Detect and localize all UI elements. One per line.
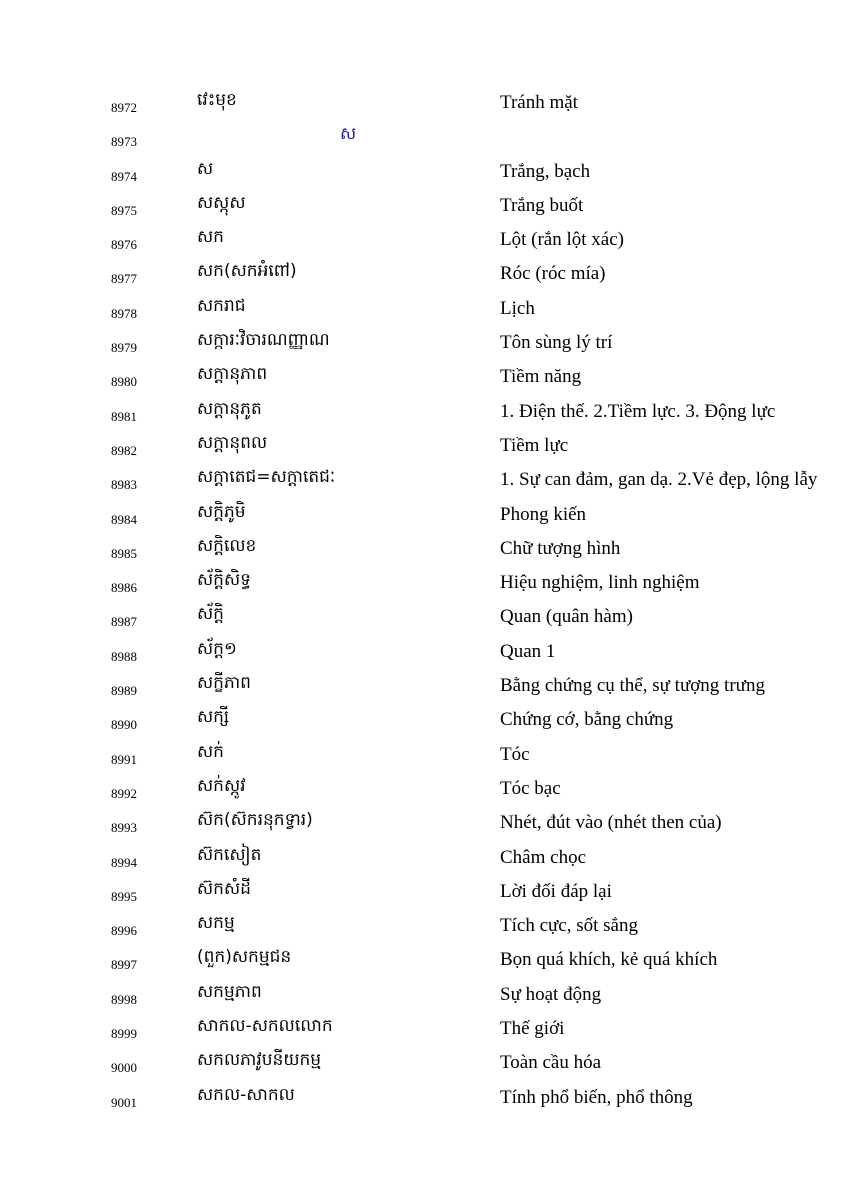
entry-number: 8974 bbox=[111, 168, 137, 184]
entry-row bbox=[0, 88, 848, 122]
entry-number: 8990 bbox=[111, 717, 137, 733]
khmer-term: វេះមុខ bbox=[197, 90, 237, 110]
entry-row bbox=[0, 705, 848, 739]
entry-row bbox=[0, 637, 848, 671]
entry-row bbox=[0, 500, 848, 534]
entry-number: 8972 bbox=[111, 100, 137, 115]
vietnamese-translation: 1. Sự can đảm, gan dạ. 2.Vẻ đẹp, lộng lẫy bbox=[500, 469, 818, 491]
entry-number: 8981 bbox=[111, 408, 137, 424]
entry-number: 8989 bbox=[111, 683, 137, 699]
khmer-term: សកម្ម bbox=[197, 913, 235, 934]
vietnamese-translation: Hiệu nghiệm, linh nghiệm bbox=[500, 572, 700, 594]
khmer-term: សក្តានុភាព bbox=[197, 364, 268, 385]
vietnamese-translation: Bọn quá khích, kẻ quá khích bbox=[500, 949, 718, 971]
vietnamese-translation: Tiềm lực bbox=[500, 434, 569, 456]
entry-number: 8976 bbox=[111, 237, 137, 253]
entry-list bbox=[0, 88, 848, 1117]
khmer-term: សក្សី bbox=[197, 707, 230, 728]
entry-number: 9000 bbox=[111, 1060, 137, 1076]
khmer-term: ស័ក្តិសិទ្ធ bbox=[197, 570, 251, 591]
vietnamese-translation: Tính phổ biến, phổ thông bbox=[500, 1086, 693, 1108]
vietnamese-translation: Trắng buốt bbox=[500, 194, 584, 216]
entry-row bbox=[0, 431, 848, 465]
entry-row bbox=[0, 671, 848, 705]
entry-row bbox=[0, 740, 848, 774]
entry-row bbox=[0, 397, 848, 431]
entry-row bbox=[0, 465, 848, 499]
entry-row bbox=[0, 911, 848, 945]
vietnamese-translation: Châm chọc bbox=[500, 846, 587, 868]
entry-row bbox=[0, 122, 848, 156]
entry-row bbox=[0, 1048, 848, 1082]
entry-row bbox=[0, 191, 848, 225]
entry-number: 8975 bbox=[111, 202, 137, 218]
entry-row bbox=[0, 1083, 848, 1117]
entry-row bbox=[0, 774, 848, 808]
entry-row bbox=[0, 808, 848, 842]
vietnamese-translation: Quan (quân hàm) bbox=[500, 606, 633, 628]
entry-row bbox=[0, 877, 848, 911]
entry-row bbox=[0, 945, 848, 979]
khmer-term: សក់ bbox=[197, 741, 224, 762]
vietnamese-translation: Tích cực, sốt sắng bbox=[500, 915, 638, 937]
khmer-term: ស bbox=[197, 158, 214, 179]
entry-number: 8998 bbox=[111, 991, 137, 1007]
entry-number: 8999 bbox=[111, 1026, 137, 1042]
entry-number: 8995 bbox=[111, 888, 137, 904]
entry-row bbox=[0, 843, 848, 877]
entry-number: 8986 bbox=[111, 580, 137, 596]
entry-number: 8991 bbox=[111, 751, 137, 767]
khmer-term: សក្តានុពល bbox=[197, 432, 268, 453]
vietnamese-translation: Tôn sùng lý trí bbox=[500, 332, 613, 354]
khmer-term: សកល-សាកល bbox=[197, 1084, 295, 1105]
vietnamese-translation: Lịch bbox=[500, 297, 535, 319]
entry-row bbox=[0, 568, 848, 602]
vietnamese-translation: Tiềm năng bbox=[500, 366, 582, 388]
vietnamese-translation: Tóc bạc bbox=[500, 777, 561, 799]
khmer-term: សក bbox=[197, 227, 224, 248]
vietnamese-translation: Nhét, đút vào (nhét then của) bbox=[500, 812, 722, 834]
khmer-term: សកលភាវូបនីយកម្ម bbox=[197, 1050, 322, 1071]
vietnamese-translation: Thế giới bbox=[500, 1018, 565, 1040]
khmer-term: សក្ការៈវិចារណញ្ញាណ bbox=[197, 330, 330, 351]
entry-row bbox=[0, 294, 848, 328]
entry-number: 8979 bbox=[111, 340, 137, 356]
entry-number: 8982 bbox=[111, 442, 137, 458]
khmer-term: ស៊កសៀត bbox=[197, 844, 262, 865]
entry-row bbox=[0, 1014, 848, 1048]
entry-number: 8997 bbox=[111, 957, 137, 973]
entry-number: 9001 bbox=[111, 1094, 137, 1110]
khmer-term: សក្តាតេជ=សក្តាតេជៈ bbox=[197, 467, 336, 488]
khmer-term: ស៊កសំដី bbox=[197, 878, 251, 899]
vietnamese-translation: Bằng chứng cụ thể, sự tượng trưng bbox=[500, 675, 765, 697]
entry-row bbox=[0, 534, 848, 568]
vietnamese-translation: 1. Điện thế. 2.Tiềm lực. 3. Động lực bbox=[500, 400, 776, 422]
vietnamese-translation: Phong kiến bbox=[500, 503, 587, 525]
entry-row bbox=[0, 225, 848, 259]
entry-number: 8978 bbox=[111, 305, 137, 321]
khmer-term: សក(សកអំពៅ) bbox=[197, 261, 297, 282]
entry-number: 8985 bbox=[111, 545, 137, 561]
section-heading-letter: ស bbox=[340, 124, 357, 145]
entry-number: 8987 bbox=[111, 614, 137, 630]
khmer-term: សក្តានុភូត bbox=[197, 398, 262, 419]
vietnamese-translation: Tóc bbox=[500, 743, 530, 765]
khmer-term: (ពួក)សកម្មជន bbox=[197, 947, 292, 968]
vietnamese-translation: Lột (rắn lột xác) bbox=[500, 229, 624, 251]
entry-number: 8984 bbox=[111, 511, 137, 527]
khmer-term: ស័ក្តិ bbox=[197, 604, 224, 625]
vietnamese-translation: Toàn cầu hóa bbox=[500, 1052, 602, 1074]
entry-number: 8996 bbox=[111, 923, 137, 939]
entry-row bbox=[0, 980, 848, 1014]
khmer-term: សករាជ bbox=[197, 295, 246, 316]
entry-number: 8988 bbox=[111, 648, 137, 664]
entry-number: 8992 bbox=[111, 785, 137, 801]
vietnamese-translation: Chứng cớ, bằng chứng bbox=[500, 709, 674, 731]
entry-number: 8973 bbox=[111, 134, 137, 150]
vietnamese-translation: Róc (róc mía) bbox=[500, 263, 606, 285]
khmer-term: សក្ខីភាព bbox=[197, 673, 251, 694]
khmer-term: សក់ស្កូវ bbox=[197, 775, 246, 796]
vietnamese-translation: Quan 1 bbox=[500, 640, 556, 662]
khmer-term: សកម្មភាព bbox=[197, 981, 262, 1002]
entry-row bbox=[0, 157, 848, 191]
entry-row bbox=[0, 259, 848, 293]
entry-number: 8977 bbox=[111, 271, 137, 287]
vietnamese-translation: Trắng, bạch bbox=[500, 160, 591, 182]
entry-row bbox=[0, 602, 848, 636]
vietnamese-translation: Sự hoạt động bbox=[500, 983, 602, 1005]
entry-number: 8993 bbox=[111, 820, 137, 836]
vietnamese-translation: Chữ tượng hình bbox=[500, 537, 621, 559]
entry-row bbox=[0, 362, 848, 396]
vietnamese-translation: Tránh mặt bbox=[500, 92, 578, 113]
khmer-term: សាកល-សកលលោក bbox=[197, 1016, 333, 1037]
khmer-term: ស័ក្ត១ bbox=[197, 638, 237, 659]
khmer-term: សស្កុស bbox=[197, 192, 246, 213]
entry-number: 8994 bbox=[111, 854, 137, 870]
entry-row bbox=[0, 328, 848, 362]
khmer-term: សក្តិលេខ bbox=[197, 535, 257, 556]
entry-number: 8983 bbox=[111, 477, 137, 493]
khmer-term: សក្តិភូមិ bbox=[197, 501, 246, 522]
vietnamese-translation: Lời đối đáp lại bbox=[500, 880, 612, 902]
khmer-term: ស៊ក(ស៊ករនុកទ្វារ) bbox=[197, 810, 313, 831]
entry-number: 8980 bbox=[111, 374, 137, 390]
